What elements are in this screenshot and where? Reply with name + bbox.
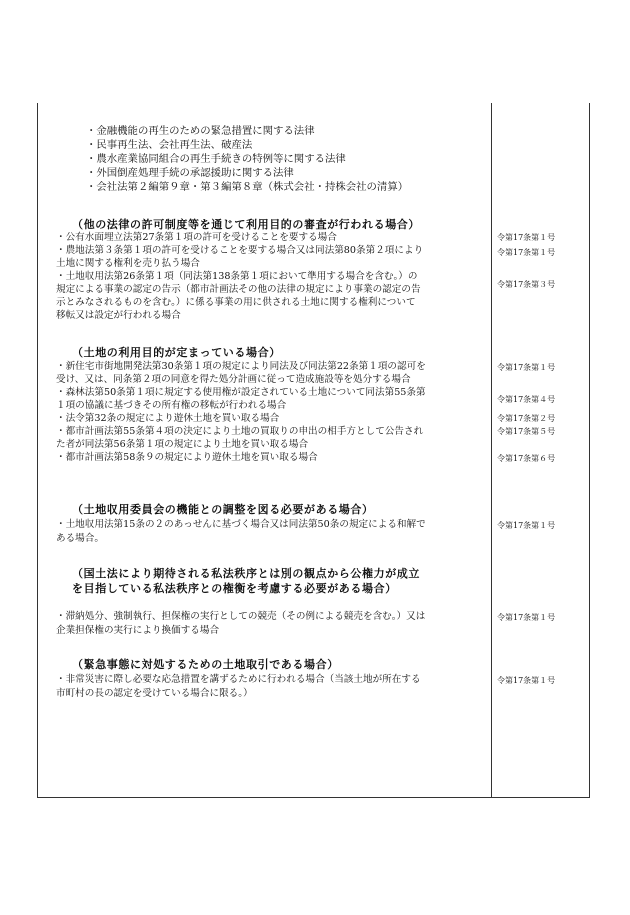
ref-label: 令第17条第１号 [497,363,556,372]
body-line: ・農地法第３条第１項の許可を受けることを要する場合又は同法第80条第２項により [56,245,424,256]
body-line: 土地に関する権利を売り払う場合 [56,258,200,269]
ref-label: 令第17条第３号 [497,280,556,289]
body-line: 企業担保権の実行により換価する場合 [56,625,220,636]
ref-label: 令第17条第６号 [497,454,556,463]
section-heading: を目指している私法秩序との権衡を考慮する必要がある場合） [72,582,397,595]
ref-label: 令第17条第１号 [497,521,556,530]
section-heading: （国土法により期待される私法秩序とは別の観点から公権力が成立 [72,567,420,580]
body-line: 受け、又は、同条第２項の同意を得た処分計画に従って造成施設等を処分する場合 [56,374,411,385]
body-line: ・土地収用法第15条の２のあっせんに基づく場合又は同法第50条の規定による和解で [56,519,426,530]
body-line: 示とみなされるものを含む。）に係る事業の用に供される土地に関する権利について [56,297,416,308]
ref-label: 令第17条第５号 [497,427,556,436]
body-line: ・滞納処分、強制執行、担保権の実行としての競売（その例による競売を含む。）又は [56,611,426,622]
ref-label: 令第17条第１号 [497,248,556,257]
section-heading: （土地の利用目的が定まっている場合） [72,346,281,359]
body-line: １項の協議に基づきその所有権の移転が行われる場合 [56,400,287,411]
body-line: ・非常災害に際し必要な応急措置を講ずるために行われる場合（当該土地が所在する [56,674,421,685]
column-divider [491,103,492,798]
list-item: ・農水産業協同組合の再生手続きの特例等に関する法律 [86,153,346,165]
body-line: た者が同法第56条第１項の規定により土地を買い取る場合 [56,439,309,450]
body-line: ・都市計画法第58条９の規定により遊休土地を買い取る場合 [56,452,318,463]
body-line: ・土地収用法第26条第１項（同法第138条第１項において準用する場合を含む。）の [56,271,418,282]
ref-label: 令第17条第４号 [497,395,556,404]
body-line: 市町村の長の認定を受けている場合に限る。） [56,688,253,699]
section-heading: （土地収用委員会の機能との調整を図る必要がある場合） [72,503,374,516]
body-line: 規定による事業の認定の告示（都市計画法その他の法律の規定により事業の認定の告 [56,284,421,295]
body-line: ある場合。 [56,533,104,544]
ref-label: 令第17条第２号 [497,414,556,423]
body-line: ・公有水面埋立法第27条第１項の許可を受けることを要する場合 [56,232,337,243]
ref-label: 令第17条第１号 [497,676,556,685]
body-line: ・都市計画法第55条第４項の決定により土地の買取りの申出の相手方として公告され [56,426,424,437]
section-heading: （緊急事態に対処するための土地取引である場合） [72,658,339,671]
body-line: 移転又は設定が行われる場合 [56,310,181,321]
body-line: ・法令第32条の規定により遊休土地を買い取る場合 [56,413,280,424]
ref-label: 令第17条第１号 [497,233,556,242]
list-item: ・外国倒産処理手続の承認援助に関する法律 [86,167,294,179]
ref-label: 令第17条第１号 [497,613,556,622]
list-item: ・金融機能の再生のための緊急措置に関する法律 [86,125,315,137]
body-line: ・新住宅市街地開発法第30条第１項の規定により同法及び同法第22条第１項の認可を [56,361,426,372]
body-line: ・森林法第50条第１項に規定する使用権が設定されている土地について同法第55条第 [56,387,426,398]
section-heading: （他の法律の許可制度等を通じて利用目的の審査が行われる場合） [72,218,420,231]
list-item: ・民事再生法、会社再生法、破産法 [86,139,253,151]
list-item: ・会社法第２編第９章・第３編第８章（株式会社・持株会社の清算） [86,181,409,193]
